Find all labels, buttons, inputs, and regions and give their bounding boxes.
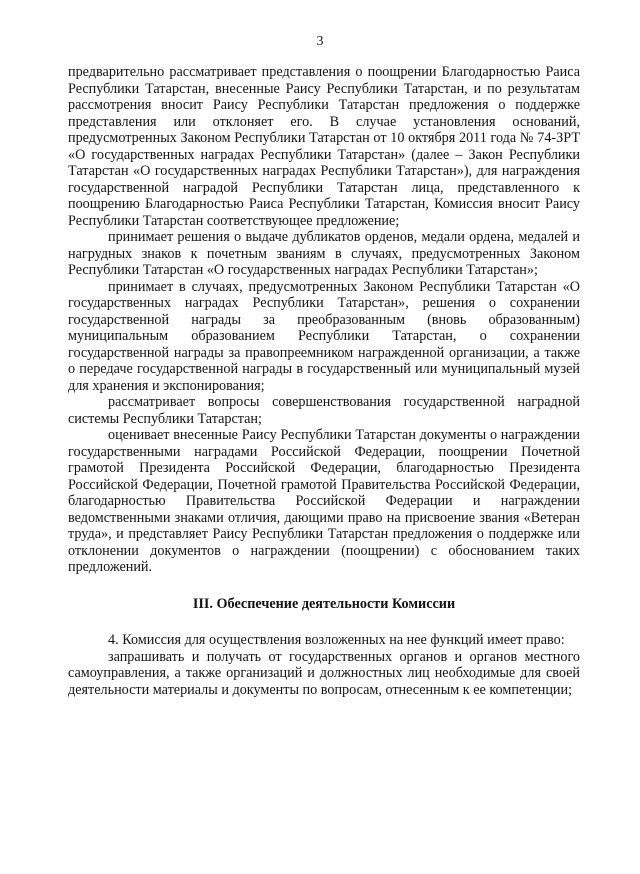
paragraph-commission-review-gratitude: предварительно рассматривает представления о поощрении Благодарностью Раиса Республики Татарстан, внесенные Раису Республики Татарстан, и по результатам рассмотрения вносит Раису Республики Татарстан предложения о поддержке представления или отклоняет его. В случае установления оснований, предусмотренных Законом Республики Татарстан от 10 октября 2011 года № 74-ЗРТ «О государственных наградах Республики Татарстан» (далее – Закон Республики Татарстан «О государственных наградах Республики Татарстан»), для награждения государственной наградой Республики Татарстан лица, представленного к поощрению Благодарностью Раиса Республики Татарстан, Комиссия вносит Раису Республики Татарстан соответствующее предложение; (68, 64, 580, 229)
section-heading: III. Обеспечение деятельности Комиссии (192, 595, 456, 612)
paragraph-duplicates-decision: принимает решения о выдаче дубликатов орденов, медали ордена, медалей и нагрудных знаков к почетным званиям в случаях, предусмотренных Законом Республики Татарстан «О государственных наградах Республики Татарстан»; (68, 229, 580, 278)
document-body (68, 64, 580, 698)
paragraph-federal-awards-evaluation: оценивает внесенные Раису Республики Татарстан документы о награждении государственными наградами Российской Федерации, поощрении Почетной грамотой Президента Российской Федерации, благодарностью Президента Российской Федерации, Почетной грамотой Правительства Российской Федерации, благодарностью Правительства Российской Федерации и награждении ведомственными знаками отличия, дающими право на присвоение звания «Ветеран труда», и представляет Раису Республики Татарстан предложения о поддержке или отклонении документов о награждении (поощрении) с обоснованием таких предложений. (68, 427, 580, 575)
paragraph-commission-rights: 4. Комиссия для осуществления возложенных на нее функций имеет право: (108, 632, 565, 648)
page-number: 3 (316, 34, 324, 49)
paragraph-award-preservation: принимает в случаях, предусмотренных Законом Республики Татарстан «О государственных наградах Республики Татарстан», решения о сохранении государственной награды за преобразованным (вновь образованным) муниципальным образованием Республики Татарстан, о сохранении государственной награды за правопреемником награжденной организации, а также о передаче государственной награды в государственный или муниципальный музей для хранения и экспонирования; (68, 278, 580, 394)
paragraph-award-system-improvement: рассматривает вопросы совершенствования государственной наградной системы Республики Татарстан; (68, 394, 580, 427)
paragraph-request-materials: запрашивать и получать от государственных органов и органов местного самоуправления, а также организаций и должностных лиц необходимые для своей деятельности материалы и документы по вопросам, отнесенным к ее компетенции; (68, 648, 580, 698)
